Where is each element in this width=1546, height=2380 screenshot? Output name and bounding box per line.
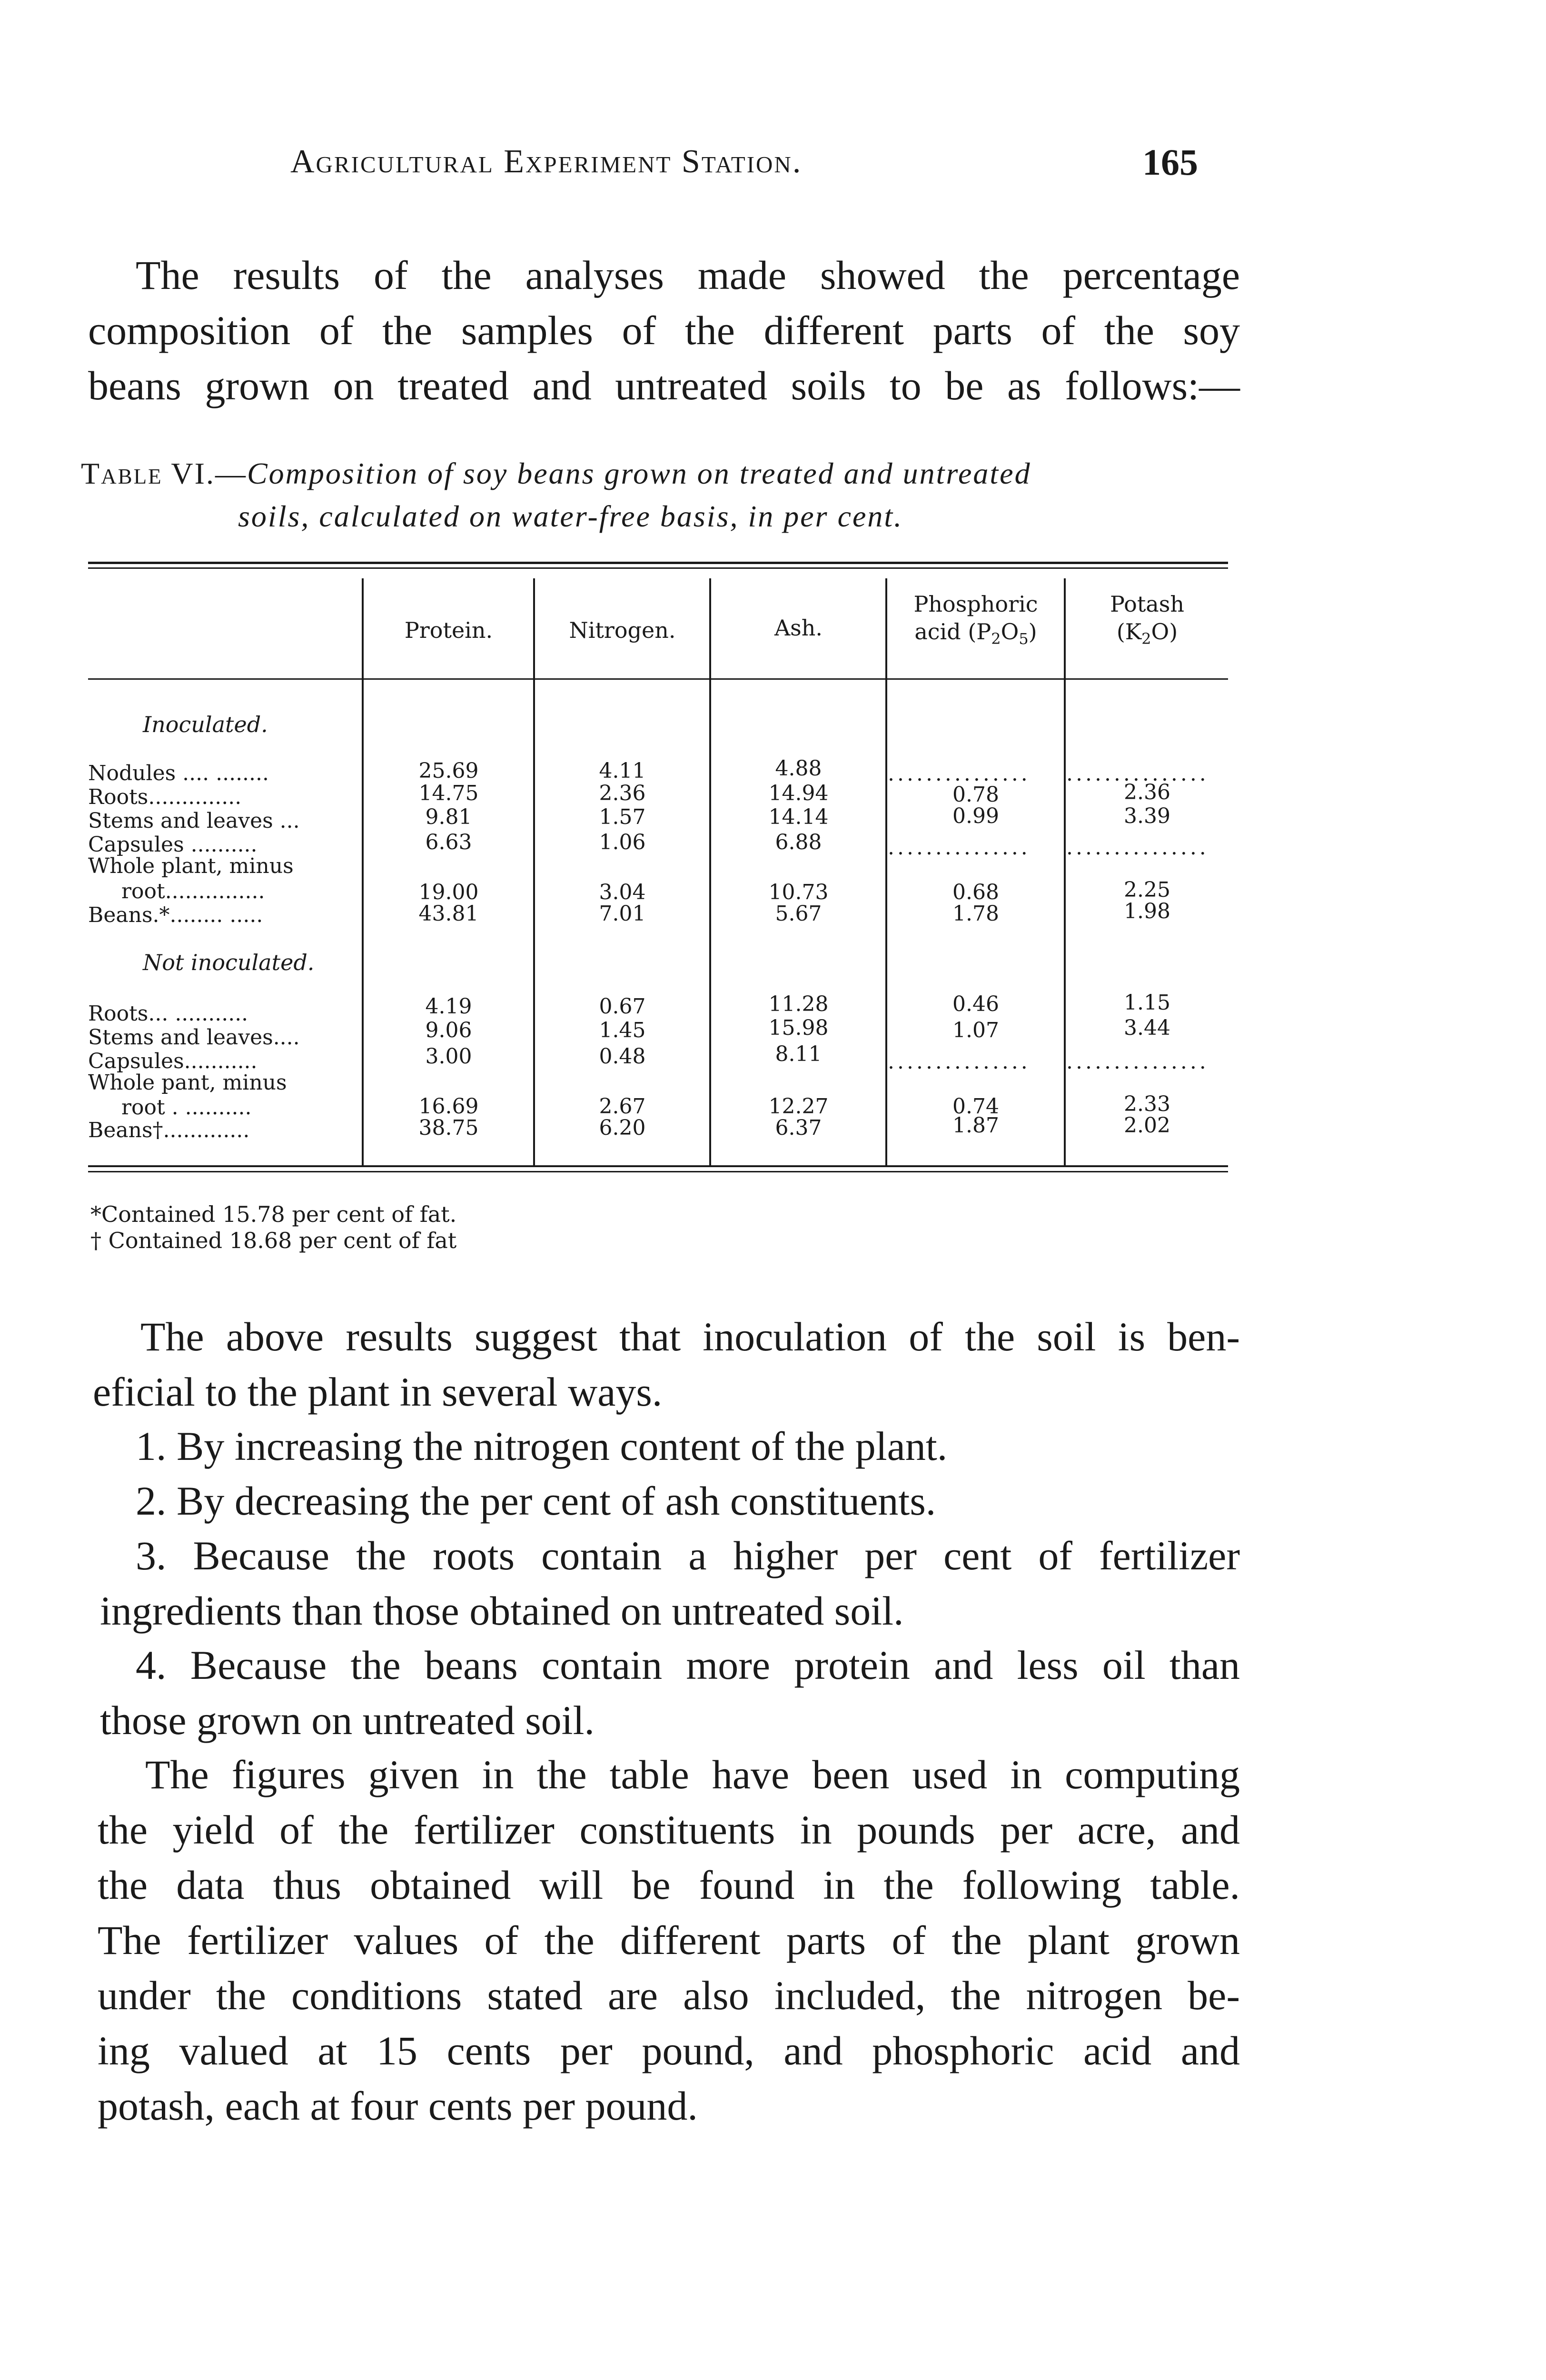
text-line: 1. By increasing the nitrogen content of the plant.: [136, 1423, 948, 1469]
cell-nitrogen: 1.45: [599, 1018, 646, 1042]
cell-phosphoric: 0.99: [952, 804, 999, 828]
cell-protein: 6.63: [425, 830, 472, 854]
footnote-asterisk: *Contained 15.78 per cent of fat.: [90, 1201, 457, 1227]
col-head-ash: Ash.: [774, 615, 823, 641]
text-line: the data thus obtained will be found in the following table.: [98, 1862, 1240, 1908]
running-head: Agricultural Experiment Station.: [290, 143, 803, 180]
cell-phosphoric-empty: ...............: [888, 835, 1031, 860]
text-line: under the conditions stated are also included, the nitrogen be-: [98, 1973, 1240, 2018]
text-line: beans grown on treated and untreated soils to be as follows:—: [88, 363, 1240, 408]
row-label: Stems and leaves ...: [88, 809, 300, 833]
row-label: Nodules .... ........: [88, 762, 269, 785]
row-label: Roots..............: [88, 785, 242, 809]
cell-ash: 4.88: [775, 756, 822, 781]
text-line: The fertilizer values of the different parts of the plant grown: [98, 1917, 1240, 1963]
row-label: Roots... ...........: [88, 1002, 248, 1026]
row-label: Capsules...........: [88, 1050, 258, 1073]
closing-paragraph: [88, 1747, 1240, 2133]
cell-nitrogen: 7.01: [599, 902, 646, 926]
column-divider: [533, 578, 535, 1166]
col-head-protein: Protein.: [404, 617, 493, 643]
col-head-nitrogen: Nitrogen.: [569, 617, 676, 643]
cell-nitrogen: 4.11: [599, 759, 646, 783]
page-number: 165: [1142, 141, 1198, 183]
cell-nitrogen: 0.67: [599, 994, 646, 1019]
cell-ash: 15.98: [768, 1016, 829, 1040]
cell-nitrogen: 1.06: [599, 830, 646, 854]
cell-potash-empty: ...............: [1066, 835, 1209, 860]
list-item-1: [88, 1418, 1240, 1474]
section-label-not-inoculated: Not inoculated.: [143, 950, 315, 975]
cell-protein: 9.81: [425, 805, 472, 829]
cell-protein: 14.75: [418, 781, 479, 805]
text-line: those grown on untreated soil.: [100, 1697, 595, 1743]
cell-ash: 12.27: [768, 1094, 829, 1119]
cell-potash-empty: ...............: [1066, 1050, 1209, 1074]
cell-protein: 3.00: [425, 1044, 472, 1069]
cell-nitrogen: 2.36: [599, 781, 646, 805]
cell-potash: 3.44: [1124, 1016, 1170, 1040]
header-rule: [88, 678, 1228, 680]
row-label-continued: root...............: [121, 880, 265, 903]
table-bottom-rule-thin: [88, 1171, 1228, 1172]
cell-potash: 3.39: [1124, 804, 1170, 828]
cell-protein: 43.81: [418, 902, 479, 926]
text-line: the yield of the fertilizer constituents in pounds per acre, and: [98, 1807, 1240, 1853]
cell-protein: 4.19: [425, 994, 472, 1019]
column-divider: [885, 578, 887, 1166]
cell-nitrogen: 1.57: [599, 805, 646, 829]
row-label: Beans.*........ .....: [88, 903, 263, 927]
column-divider: [1064, 578, 1066, 1166]
table-top-rule-thin: [88, 567, 1228, 569]
table-caption: [81, 452, 1242, 538]
cell-potash: 1.98: [1124, 899, 1170, 923]
cell-phosphoric: 1.78: [952, 902, 999, 926]
cell-ash: 6.88: [775, 830, 822, 854]
intro-paragraph: [88, 248, 1240, 413]
cell-nitrogen: 2.67: [599, 1094, 646, 1119]
cell-potash: 2.33: [1124, 1092, 1170, 1116]
text-line: 3. Because the roots contain a higher per cent of fertilizer: [136, 1533, 1240, 1578]
cell-protein: 25.69: [418, 759, 479, 783]
text-line: ing valued at 15 cents per pound, and phosphoric acid and: [98, 2028, 1240, 2073]
cell-phosphoric: 0.74: [952, 1094, 999, 1119]
cell-potash: 2.02: [1124, 1113, 1170, 1138]
cell-nitrogen: 0.48: [599, 1044, 646, 1069]
row-label-continued: root . ..........: [121, 1096, 252, 1120]
col-head-phosphoric: [888, 590, 1064, 653]
text-line: eficial to the plant in several ways.: [93, 1369, 663, 1415]
text-line: composition of the samples of the different parts of the soy: [88, 307, 1240, 353]
row-label: Whole pant, minus: [88, 1071, 287, 1095]
cell-potash: 2.25: [1124, 878, 1170, 902]
text-line: ingredients than those obtained on untreated soil.: [100, 1588, 904, 1634]
col-head-phosphoric-line1: Phosphoric: [913, 591, 1038, 617]
column-divider: [362, 578, 364, 1166]
row-label: Beans†.............: [88, 1119, 250, 1142]
table-caption-line2: soils, calculated on water-free basis, in per cent.: [238, 499, 903, 533]
cell-protein: 9.06: [425, 1018, 472, 1042]
cell-protein: 38.75: [418, 1116, 479, 1140]
cell-phosphoric: 1.87: [952, 1113, 999, 1138]
text-line: 2. By decreasing the per cent of ash constituents.: [136, 1478, 936, 1524]
cell-phosphoric: 0.78: [952, 783, 999, 807]
cell-ash: 6.37: [775, 1116, 822, 1140]
cell-potash: 2.36: [1124, 780, 1170, 804]
text-line: The figures given in the table have been used in computing: [145, 1752, 1240, 1797]
cell-phosphoric-empty: ...............: [888, 1050, 1031, 1074]
text-line: The above results suggest that inoculation of the soil is ben-: [140, 1314, 1240, 1359]
cell-ash: 11.28: [768, 992, 829, 1016]
cell-phosphoric: 0.68: [952, 880, 999, 904]
col-head-phosphoric-line2: acid $(P_2O_5)$: [914, 619, 1037, 648]
cell-ash: 14.94: [768, 781, 829, 805]
row-label: Whole plant, minus: [88, 854, 294, 878]
discussion-paragraph: [88, 1309, 1240, 1419]
cell-protein: 19.00: [418, 880, 479, 904]
cell-phosphoric: 0.46: [952, 992, 999, 1016]
text-line: 4. Because the beans contain more protein and less oil than: [136, 1642, 1240, 1688]
cell-phosphoric: 1.07: [952, 1018, 999, 1042]
cell-potash-empty: ...............: [1066, 762, 1209, 786]
text-line: potash, each at four cents per pound.: [98, 2083, 698, 2129]
cell-ash: 14.14: [768, 805, 829, 829]
list-item-2: [88, 1473, 1240, 1528]
cell-ash: 8.11: [775, 1042, 822, 1066]
cell-nitrogen: 3.04: [599, 880, 646, 904]
footnote-dagger: † Contained 18.68 per cent of fat: [90, 1228, 457, 1253]
text-line: The results of the analyses made showed the percentage: [136, 252, 1240, 298]
col-head-potash: [1066, 590, 1228, 653]
section-label-inoculated: Inoculated.: [143, 712, 268, 737]
col-head-potash-line2: $(K_2O)$: [1116, 619, 1178, 648]
cell-phosphoric-empty: ...............: [888, 762, 1031, 786]
list-item-4: [88, 1637, 1240, 1748]
column-divider: [709, 578, 711, 1166]
table-caption-label: Table VI.—: [81, 456, 247, 490]
table-top-rule: [88, 562, 1228, 564]
table-caption-line1: Composition of soy beans grown on treated and untreated: [247, 456, 1031, 490]
row-label: Stems and leaves....: [88, 1026, 300, 1050]
cell-nitrogen: 6.20: [599, 1116, 646, 1140]
cell-potash: 1.15: [1124, 991, 1170, 1015]
cell-ash: 10.73: [768, 880, 829, 904]
cell-protein: 16.69: [418, 1094, 479, 1119]
row-label: Capsules ..........: [88, 833, 258, 857]
cell-ash: 5.67: [775, 902, 822, 926]
col-head-potash-line1: Potash: [1110, 591, 1184, 617]
table-bottom-rule: [88, 1165, 1228, 1167]
list-item-3: [88, 1528, 1240, 1638]
